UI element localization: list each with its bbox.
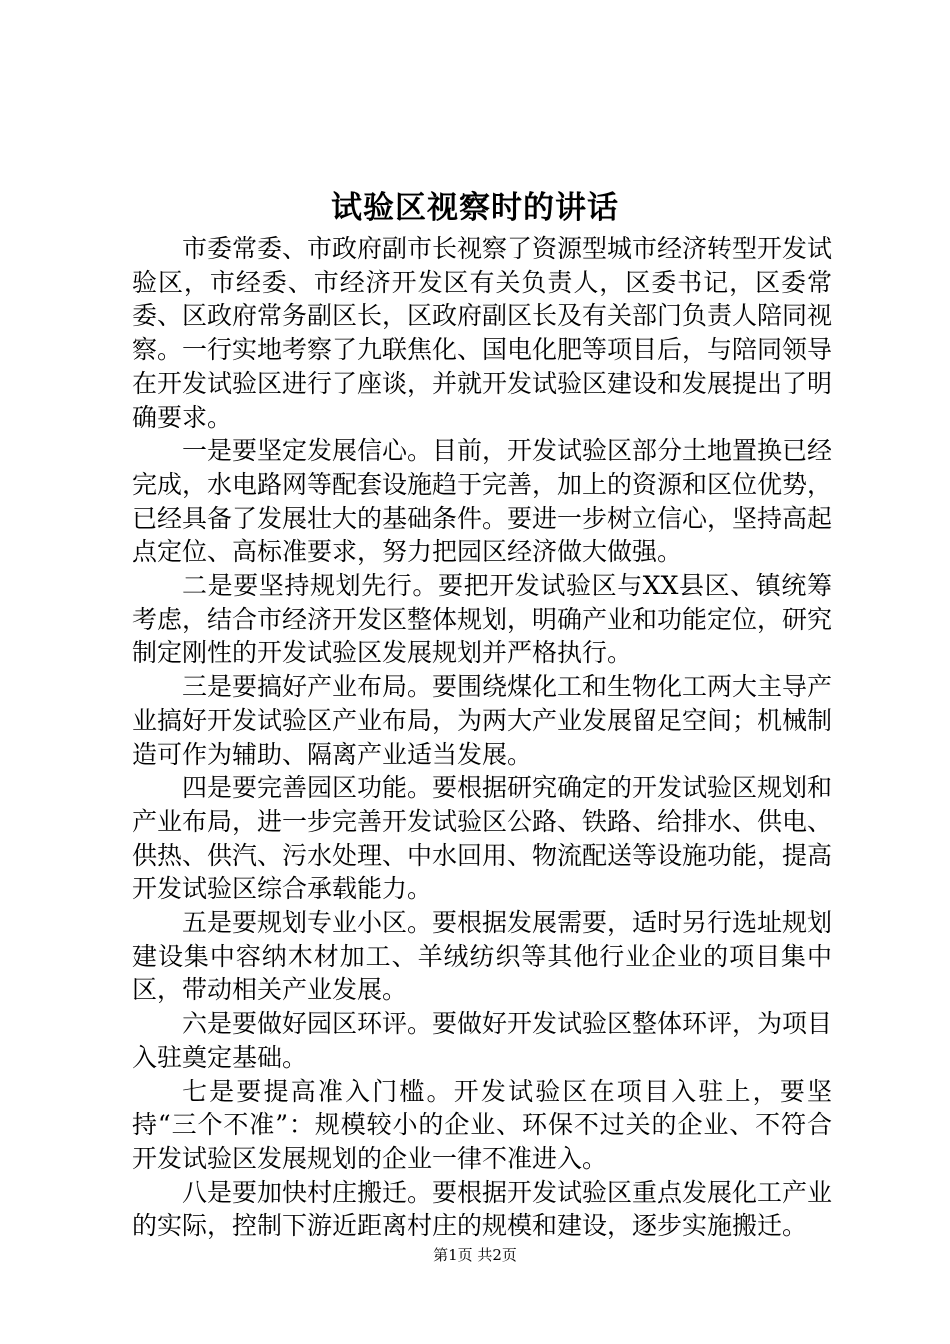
- document-body: [132, 232, 832, 1243]
- body-paragraph-8: 七是要提高准入门槛。开发试验区在项目入驻上，要坚持“三个不准”：规模较小的企业、环保不过关的企业、不符合开发试验区发展规划的企业一律不准进入。: [132, 1076, 832, 1173]
- body-paragraph-5: 四是要完善园区功能。要根据研究确定的开发试验区规划和产业布局，进一步完善开发试验区公路、铁路、给排水、供电、供热、供汽、污水处理、中水回用、物流配送等设施功能，提高开发试验区综合承载能力。: [132, 773, 833, 904]
- document-title: 试验区视察时的讲话: [331, 190, 619, 226]
- body-paragraph-9: 八是要加快村庄搬迁。要根据开发试验区重点发展化工产业的实际，控制下游近距离村庄的规模和建设，逐步实施搬迁。: [132, 1177, 833, 1241]
- body-paragraph-6: 五是要规划专业小区。要根据发展需要，适时另行选址规划建设集中容纳木材加工、羊绒纺织等其他行业企业的项目集中区，带动相关产业发展。: [132, 908, 833, 1005]
- body-paragraph-7: 六是要做好园区环评。要做好开发试验区整体环评，为项目入驻奠定基础。: [132, 1009, 833, 1072]
- body-paragraph-4: 三是要搞好产业布局。要围绕煤化工和生物化工两大主导产业搞好开发试验区产业布局，为两大产业发展留足空间；机械制造可作为辅助、隔离产业适当发展。: [132, 672, 833, 769]
- body-paragraph-1: 市委常委、市政府副市长视察了资源型城市经济转型开发试验区，市经委、市经济开发区有关负责人，区委书记，区委常委、区政府常务副区长，区政府副区长及有关部门负责人陪同视察。一行实地考察了九联焦化、国电化肥等项目后，与陪同领导在开发试验区进行了座谈，并就开发试验区建设和发展提出了明确要求。: [132, 234, 833, 432]
- page-footer: 第1页 共2页: [433, 1246, 517, 1264]
- body-paragraph-2: 一是要坚定发展信心。目前，开发试验区部分土地置换已经完成，水电路网等配套设施趋于完善，加上的资源和区位优势，已经具备了发展壮大的基础条件。要进一步树立信心，坚持高起点定位、高标准要求，努力把园区经济做大做强。: [132, 436, 833, 567]
- body-paragraph-3: 二是要坚持规划先行。要把开发试验区与XX县区、镇统筹考虑，结合市经济开发区整体规划，明确产业和功能定位，研究制定刚性的开发试验区发展规划并严格执行。: [132, 571, 833, 668]
